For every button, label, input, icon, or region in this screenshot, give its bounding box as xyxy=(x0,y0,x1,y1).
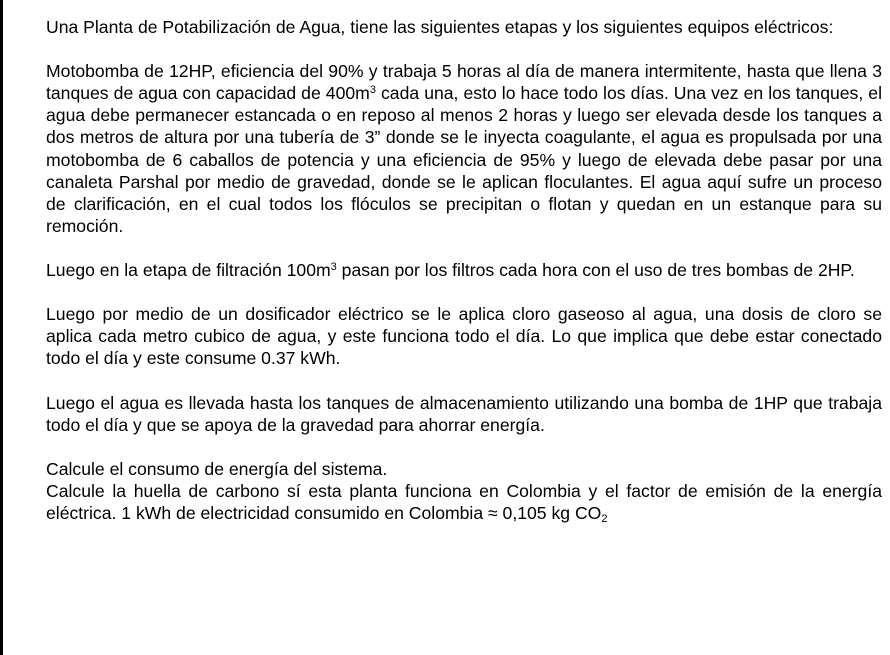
question-carbon-footprint xyxy=(46,480,882,524)
co2-subscript: 2 xyxy=(601,513,608,526)
cubic-superscript: 3 xyxy=(369,84,376,97)
cubic-superscript: 3 xyxy=(330,261,337,274)
chlorination-paragraph: Luego por medio de un dosificador eléctrico se le aplica cloro gaseoso al agua, una dosis de cloro se aplica cada metro cubico de agua, y este funciona todo el día. Lo que implica que debe estar conectado todo el día y este consume 0.37 kWh. xyxy=(46,304,882,369)
storage-paragraph: Luego el agua es llevada hasta los tanques de almacenamiento utilizando una bomba de 1HP que trabaja todo el día y que se apoya de la gravedad para ahorrar energía. xyxy=(46,392,882,435)
intro-paragraph: Una Planta de Potabilización de Agua, tiene las siguientes etapas y los siguientes equipos eléctricos: xyxy=(46,17,834,37)
question-energy: Calcule el consumo de energía del sistema. xyxy=(46,458,388,479)
pump-stage-paragraph xyxy=(46,60,882,237)
problem-statement xyxy=(46,16,882,524)
filtration-text-1: Luego en la etapa de filtración 100m xyxy=(46,260,331,281)
carbon-question-text: Calcule la huella de carbono sí esta planta funciona en Colombia y el factor de emisión de la energía eléctrica. 1 kWh de electricidad consumido en Colombia ≈ 0,105 kg CO xyxy=(46,480,882,524)
pump-stage-text-2: cada una, esto lo hace todo los días. Una vez en los tanques, el agua debe permanecer estancada o en reposo al menos 2 horas y luego ser elevada desde los tanques a dos metros de altura por una tubería de 3” donde se le inyecta coagulante, el agua es propulsada por una motobomba de 6 caballos de potencia y una eficiencia de 95% y luego de elevada debe pasar por una canaleta Parshal por medio de gravedad, donde se le aplican floculantes. El agua aquí sufre un proceso de clarificación, en el cual todos los flóculos se precipitan o flotan y quedan en un estanque para su remoción. xyxy=(46,83,882,236)
pump-stage-text-1: Motobomba de 12HP, eficiencia del 90% y trabaja 5 horas al día de manera intermitente, hasta que llena 3 tanques de agua con capacidad de 400m xyxy=(46,61,882,104)
filtration-text-2: pasan por los filtros cada hora con el uso de tres bombas de 2HP. xyxy=(336,260,855,281)
left-border-line xyxy=(0,0,3,655)
filtration-paragraph xyxy=(46,259,882,281)
